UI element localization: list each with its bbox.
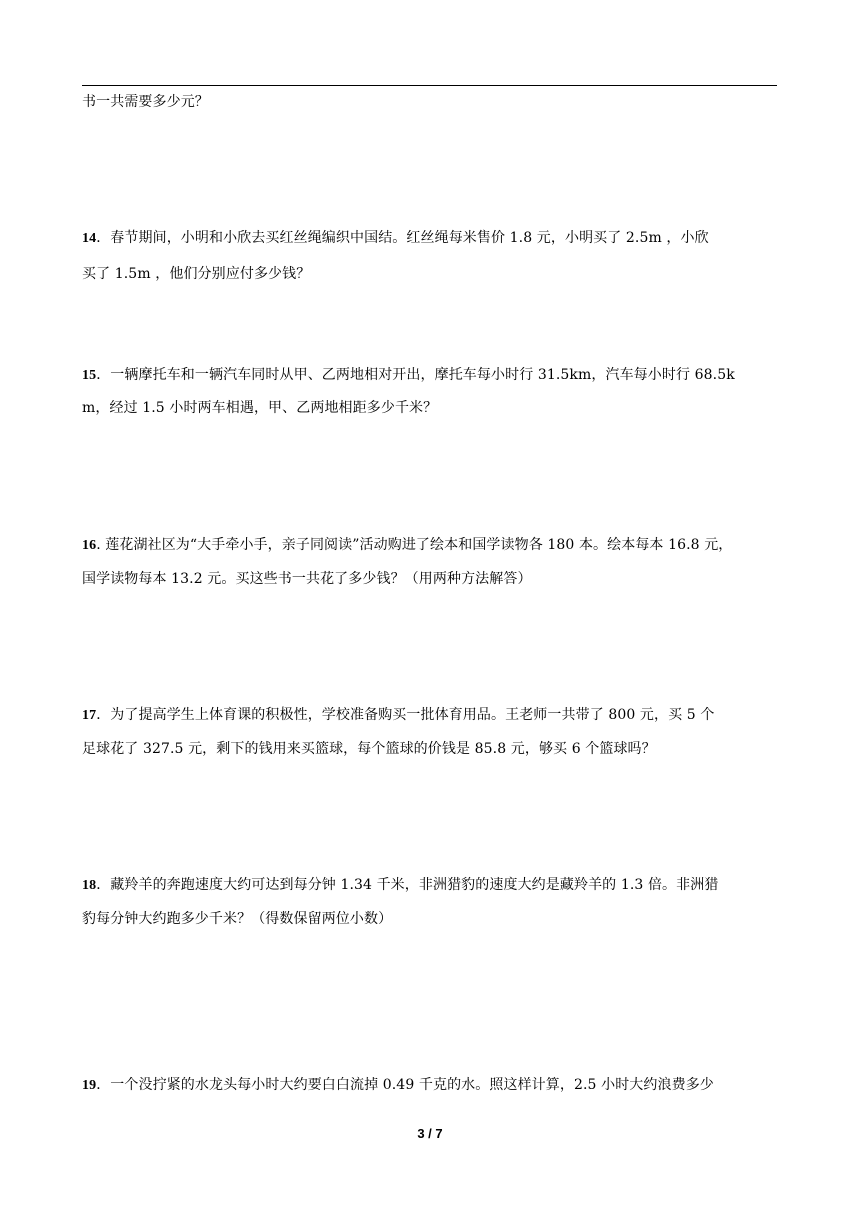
question-17-line-2 bbox=[82, 740, 782, 758]
continuation-text: 书一共需要多少元？ bbox=[82, 94, 209, 110]
question-15-text-1: ．一辆摩托车和一辆汽车同时从甲、乙两地相对开出，摩托车每小时行 31.5km，汽车每小时行 68.5k bbox=[96, 367, 735, 383]
page-number: 3 / 7 bbox=[417, 1126, 443, 1141]
question-14-number: 14 bbox=[82, 231, 97, 246]
question-16-line-2 bbox=[82, 570, 782, 588]
continuation-line bbox=[82, 93, 782, 111]
question-14-line-2 bbox=[82, 265, 782, 283]
question-16-number: 16 bbox=[82, 538, 97, 553]
question-17-line-1 bbox=[82, 706, 782, 725]
question-17-text-1: ．为了提高学生上体育课的积极性，学校准备购买一批体育用品。王老师一共带了 800 元，买 5 个 bbox=[96, 707, 715, 723]
question-14-text-1: ．春节期间，小明和小欣去买红丝绳编织中国结。红丝绳每米售价 1.8 元，小明买了 2.5m ，小欣 bbox=[96, 230, 709, 246]
question-18-number: 18 bbox=[82, 878, 97, 893]
question-14-text-2: 买了 1.5m ，他们分别应付多少钱？ bbox=[82, 266, 311, 282]
question-15-text-2: m，经过 1.5 小时两车相遇，甲、乙两地相距多少千米？ bbox=[82, 400, 438, 416]
question-17-number: 17 bbox=[82, 708, 97, 723]
question-14-line-1 bbox=[82, 229, 782, 248]
question-19-line-1 bbox=[82, 1076, 782, 1095]
header-rule bbox=[82, 85, 777, 86]
question-16-text-1: . 莲花湖社区为“大手牵小手，亲子同阅读”活动购进了绘本和国学读物各 180 本。绘本每本 16.8 元， bbox=[96, 537, 733, 553]
question-16-line-1 bbox=[82, 536, 782, 555]
question-19-number: 19 bbox=[82, 1078, 97, 1093]
question-18-text-2: 豹每分钟大约跑多少千米？（得数保留两位小数） bbox=[82, 911, 393, 927]
question-15-line-2 bbox=[82, 399, 782, 417]
question-15-line-1 bbox=[82, 366, 782, 385]
question-15-number: 15 bbox=[82, 368, 97, 383]
question-16-text-2: 国学读物每本 13.2 元。买这些书一共花了多少钱？（用两种方法解答） bbox=[82, 571, 532, 587]
question-19-text-1: ．一个没拧紧的水龙头每小时大约要白白流掉 0.49 千克的水。照这样计算，2.5 小时大约浪费多少 bbox=[96, 1077, 714, 1093]
question-17-text-2: 足球花了 327.5 元，剩下的钱用来买篮球，每个篮球的价钱是 85.8 元，够买 6 个篮球吗？ bbox=[82, 741, 656, 757]
question-18-text-1: ．藏羚羊的奔跑速度大约可达到每分钟 1.34 千米，非洲猎豹的速度大约是藏羚羊的 1.3 倍。非洲猎 bbox=[96, 877, 719, 893]
question-18-line-2 bbox=[82, 910, 782, 928]
question-18-line-1 bbox=[82, 876, 782, 895]
